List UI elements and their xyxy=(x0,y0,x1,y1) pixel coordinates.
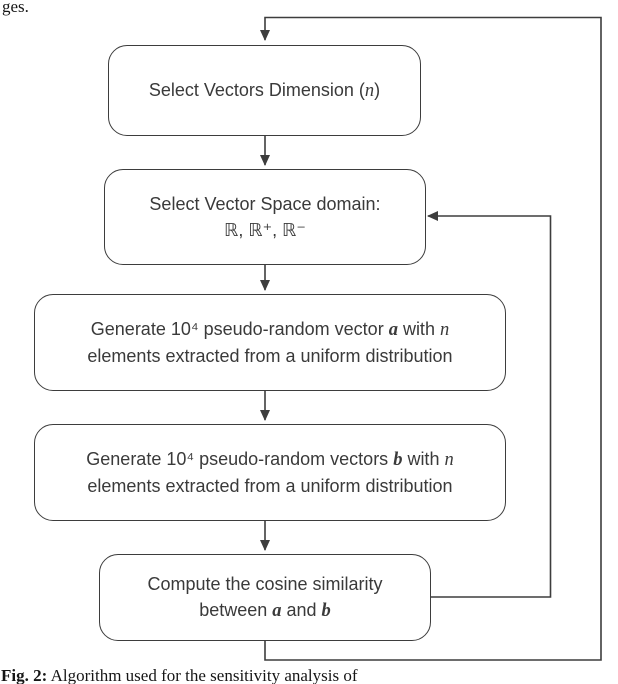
node-text-segment: between xyxy=(199,600,273,620)
node-text-line: Compute the cosine similarity xyxy=(147,574,383,594)
math-var-n: n xyxy=(439,320,450,340)
node-text-line xyxy=(86,446,453,473)
node-text-segment: and xyxy=(281,600,322,620)
node-text-line xyxy=(91,316,449,343)
figure-caption-text: Algorithm used for the sensitivity analysis of xyxy=(50,666,358,684)
node-text-segment: ) xyxy=(374,80,381,100)
edge-inner-feedback-loop xyxy=(428,216,551,597)
node-compute-cosine-similarity xyxy=(99,554,431,641)
node-text-segment: with xyxy=(402,449,445,469)
node-text-segment: Generate 10⁴ pseudo-random vectors xyxy=(86,449,394,469)
node-generate-vectors-b xyxy=(34,424,506,521)
math-var-n: n xyxy=(444,450,454,470)
node-text-segment: Select Vectors Dimension ( xyxy=(148,80,365,100)
node-text-line xyxy=(199,597,331,624)
node-text-line xyxy=(149,77,380,104)
node-text-line-domain-symbols: ℝ, ℝ⁺, ℝ⁻ xyxy=(224,220,306,240)
node-select-domain xyxy=(104,169,426,265)
math-var-b: b xyxy=(393,450,403,470)
figure-caption xyxy=(1,666,611,684)
math-var-a: a xyxy=(388,320,398,340)
node-text-line: elements extracted from a uniform distribution xyxy=(87,476,453,496)
figure-caption-label: Fig. 2: xyxy=(1,666,48,684)
math-var-b: b xyxy=(321,601,331,621)
node-text-line: elements extracted from a uniform distribution xyxy=(87,346,453,366)
node-select-dimension xyxy=(108,45,421,136)
math-var-n: n xyxy=(364,81,375,101)
node-text-segment: Generate 10⁴ pseudo-random vector xyxy=(90,319,389,339)
math-var-a: a xyxy=(272,601,282,621)
node-generate-vector-a xyxy=(34,294,506,391)
node-text-line: Select Vector Space domain: xyxy=(149,194,381,214)
page-text-fragment: ges. xyxy=(2,0,29,16)
node-text-segment: with xyxy=(397,319,440,339)
